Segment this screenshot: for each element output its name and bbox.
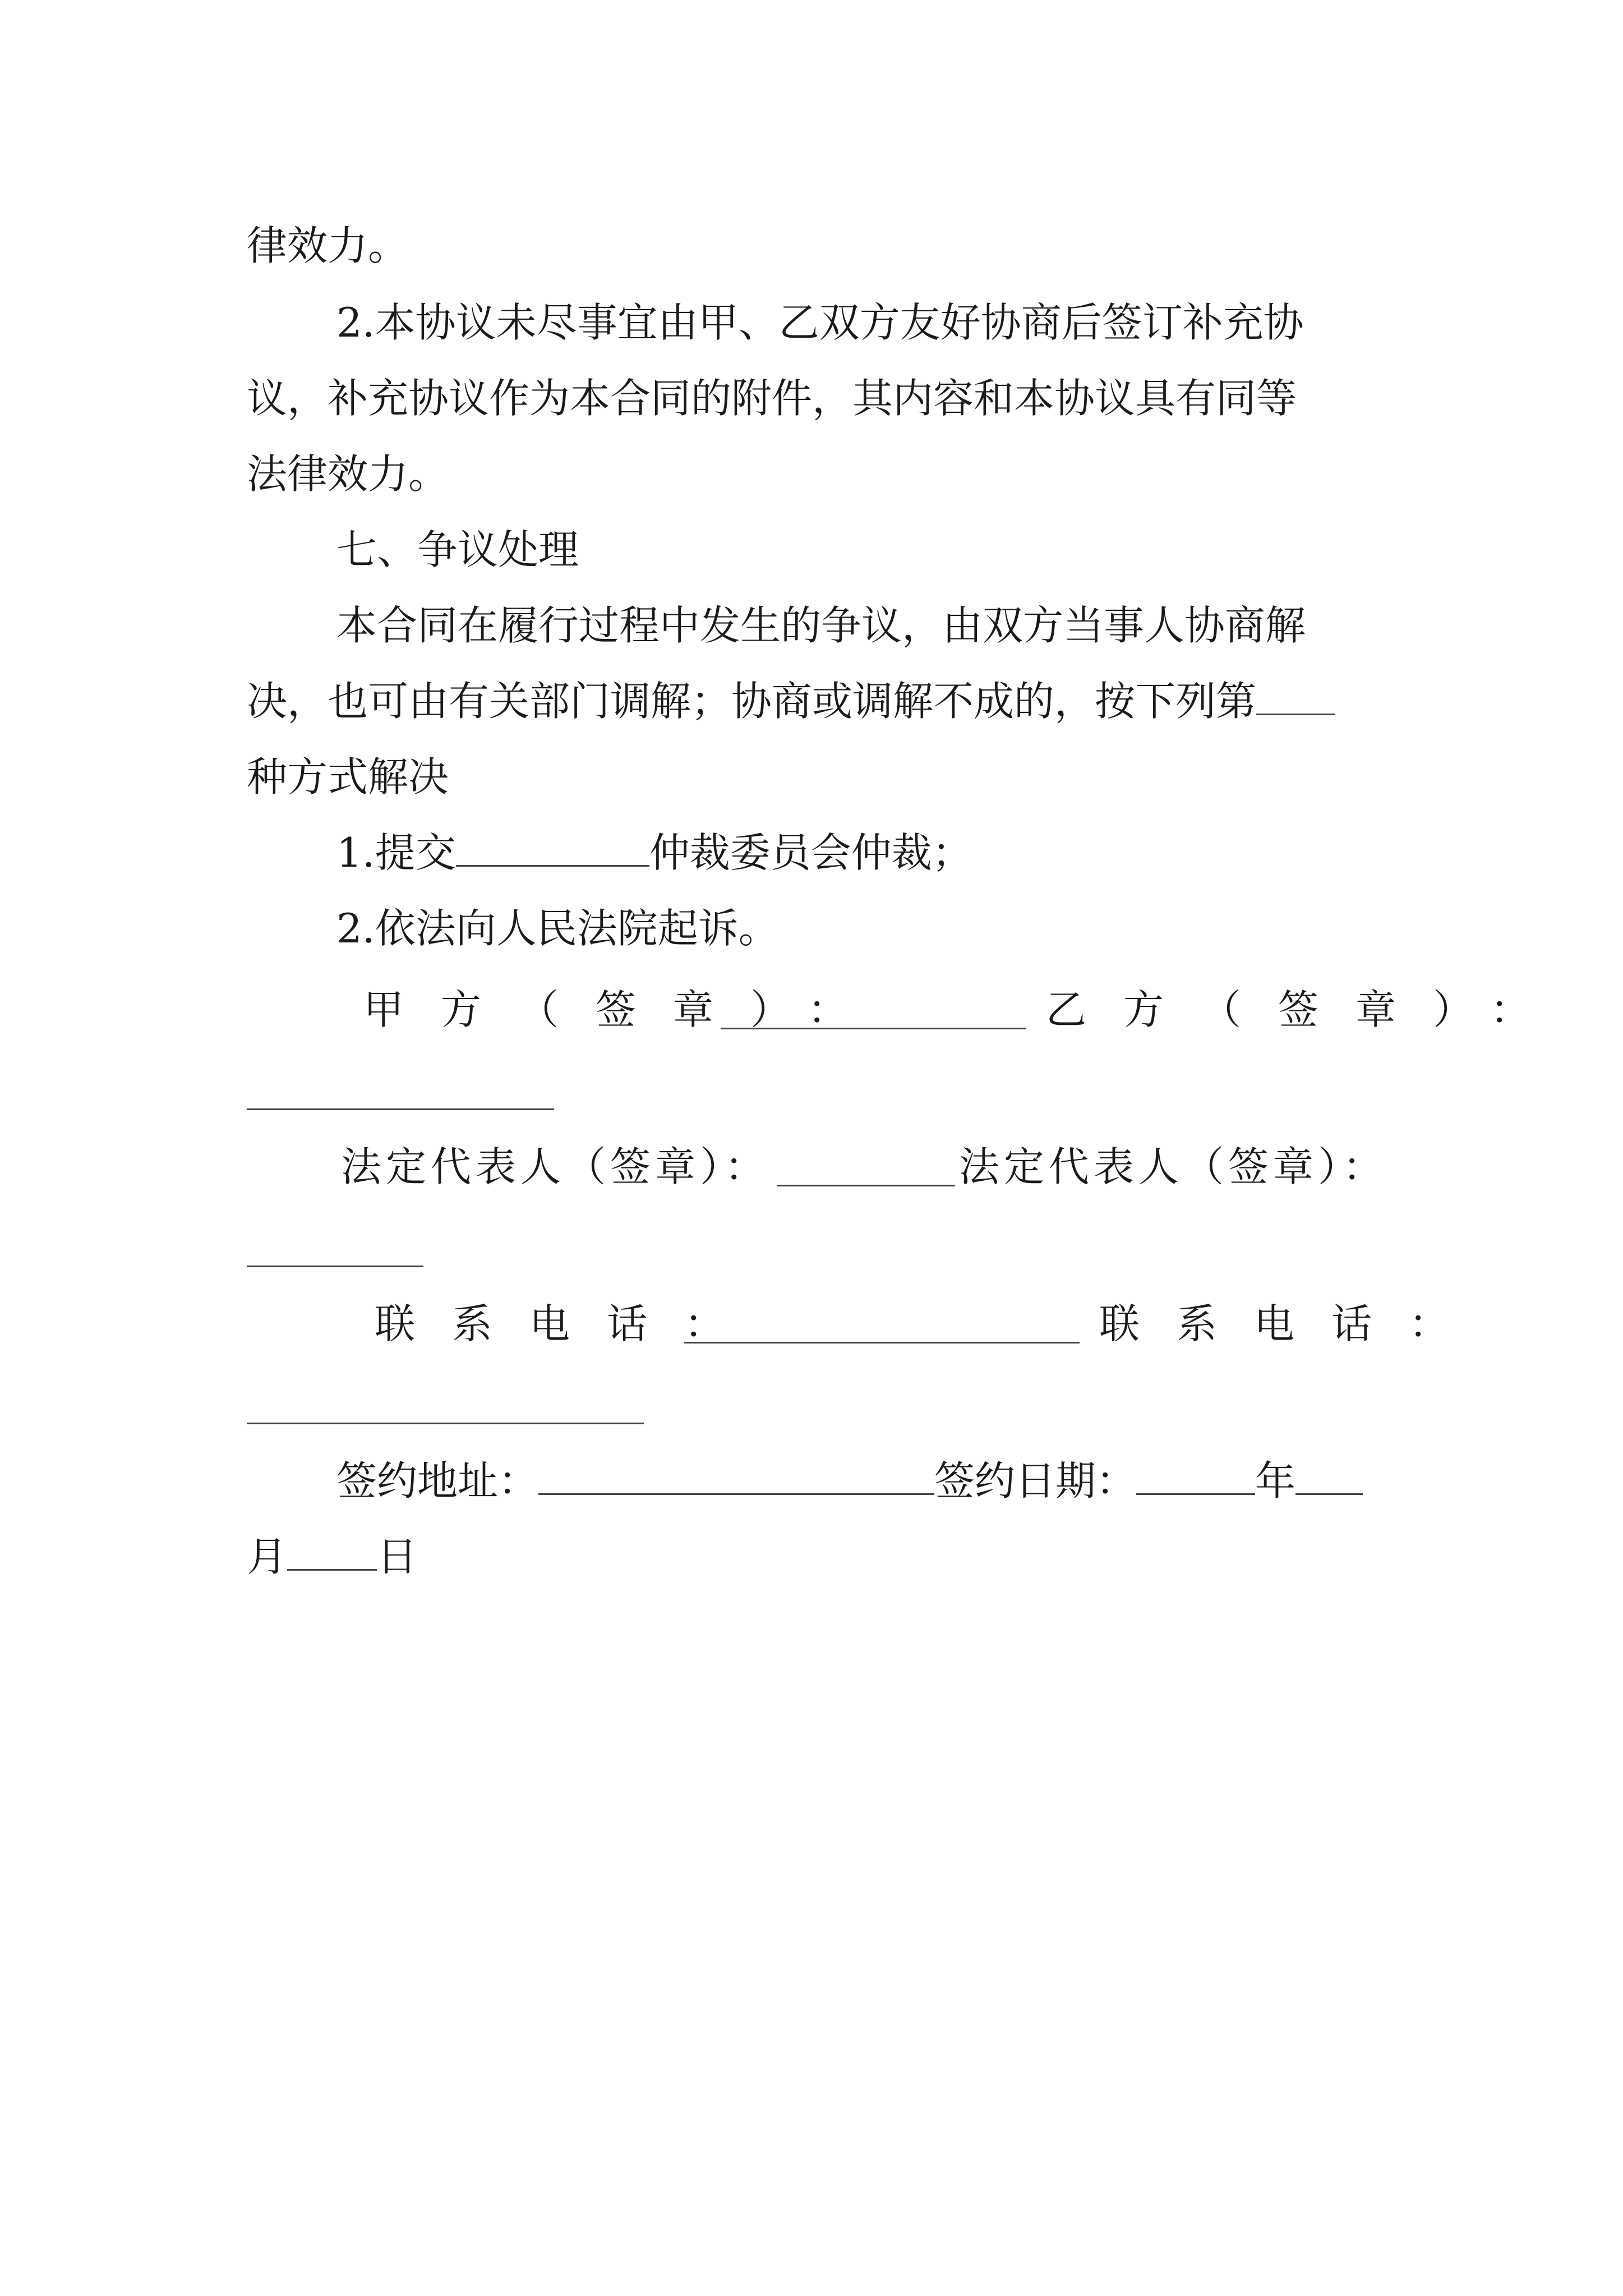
address-label: 签约地址：	[336, 1457, 539, 1504]
rep-b-signature-blank[interactable]	[247, 1266, 423, 1267]
date-label: 签约日期：	[934, 1457, 1137, 1504]
month-label: 月	[247, 1533, 288, 1580]
section-paragraph: 本合同在履行过程中发生的争议，由双方当事人协商解	[336, 602, 1306, 649]
phone-a-label: 联系电话：	[375, 1300, 762, 1347]
section-heading: 七、争议处理	[336, 526, 579, 573]
clause-text: 议，补充协议作为本合同的附件，其内容和本协议具有同等	[247, 375, 1297, 422]
phone-a-blank[interactable]	[684, 1342, 1080, 1343]
day-label: 日	[377, 1533, 418, 1580]
month-number-blank[interactable]	[1295, 1458, 1363, 1495]
option-1-prefix: 1.提交	[336, 829, 456, 876]
paragraph-text: 决，也可由有关部门调解；协商或调解不成的，按下列第	[247, 678, 1257, 725]
day-blank[interactable]	[287, 1534, 377, 1571]
option-1-suffix: 仲裁委员会仲裁；	[649, 829, 972, 876]
year-blank[interactable]	[1136, 1458, 1255, 1495]
section-paragraph	[247, 676, 1335, 726]
party-b-signature-blank[interactable]	[247, 1108, 554, 1110]
option-1	[336, 827, 972, 878]
clause-text: 律效力。	[247, 222, 409, 269]
phone-b-label: 联系电话：	[1099, 1300, 1487, 1347]
clause-text: 2.本协议未尽事宜由甲、乙双方友好协商后签订补充协	[336, 299, 1304, 346]
clause-text: 法律效力。	[247, 450, 449, 498]
address-blank[interactable]	[538, 1458, 934, 1495]
arbitration-commission-blank[interactable]	[456, 830, 649, 867]
date-line	[247, 1531, 417, 1582]
rep-a-label: 法定代表人（签章）：	[341, 1143, 770, 1190]
section-paragraph: 种方式解决	[247, 753, 449, 800]
phone-b-blank[interactable]	[247, 1423, 644, 1424]
party-a-label: 甲方（签章）：	[363, 986, 886, 1033]
rep-b-label: 法定代表人（签章）：	[959, 1143, 1388, 1190]
address-date-line	[336, 1456, 1363, 1506]
party-b-label: 乙方（签章）：	[1046, 986, 1568, 1033]
party-a-signature-blank[interactable]	[721, 1028, 1026, 1029]
year-label: 年	[1255, 1457, 1296, 1504]
option-2: 2.依法向人民法院起诉。	[336, 905, 779, 952]
method-number-blank[interactable]	[1256, 679, 1335, 715]
rep-a-signature-blank[interactable]	[777, 1185, 955, 1186]
